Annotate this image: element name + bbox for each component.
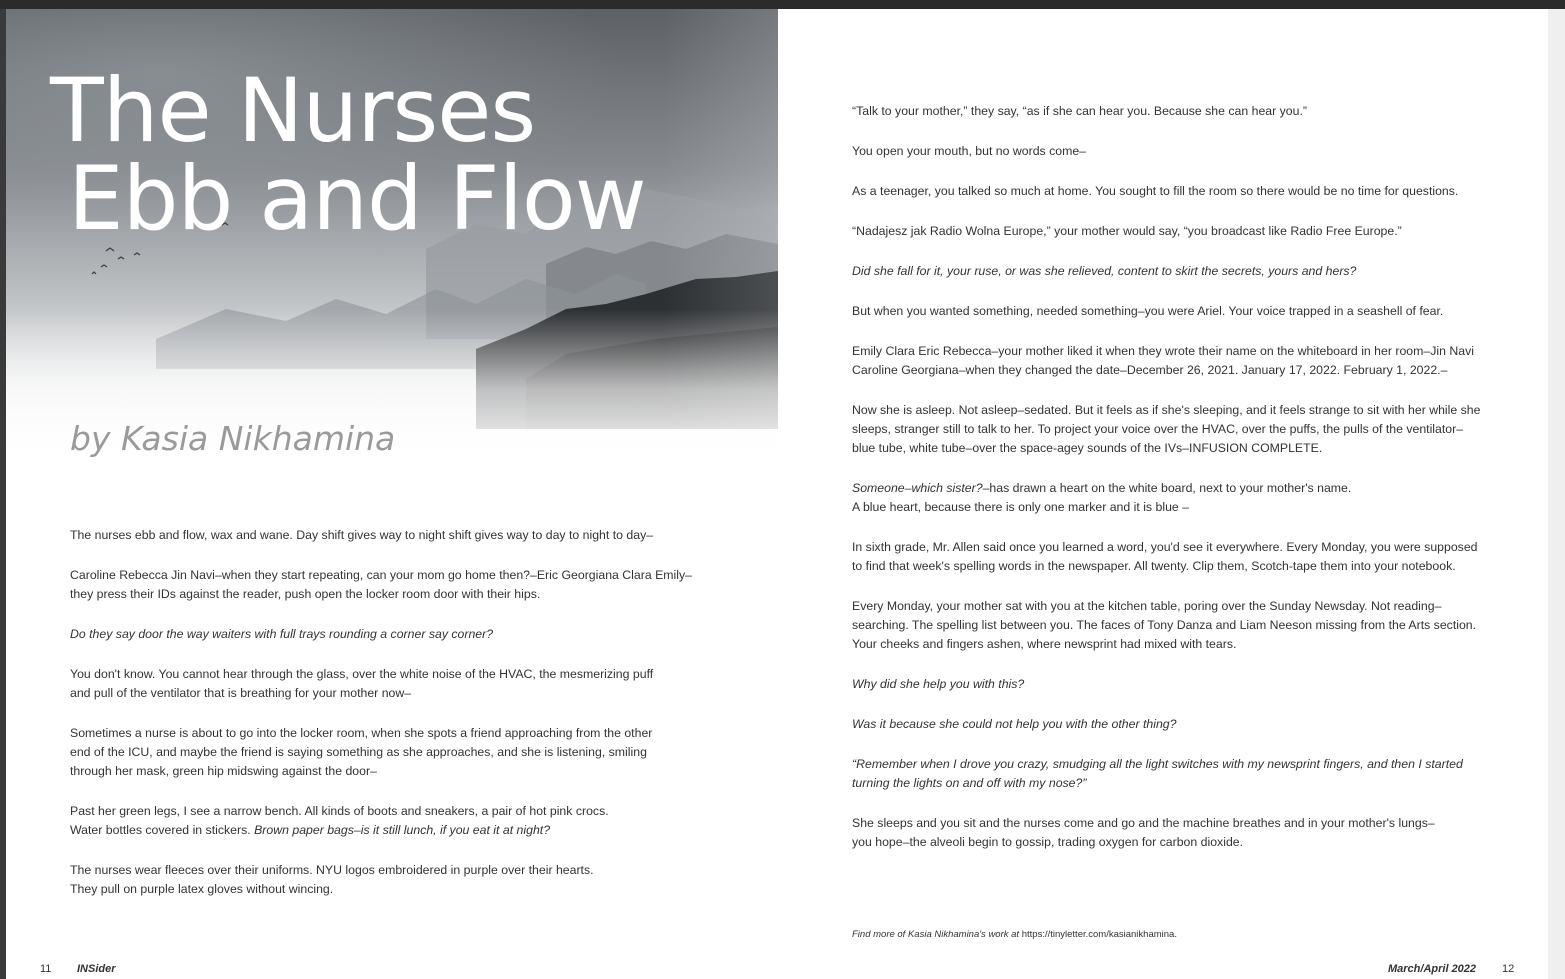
paragraph [852,597,1492,654]
paragraph [70,526,710,545]
text-line: You open your mouth, but no words come– [852,144,1087,158]
viewer-top-bar [0,0,1565,9]
text-line: sleeps, stranger still to talk to her. To project your voice over the HVAC, over the puffs, the pulls of the ventilator– [852,422,1464,436]
text-line: Caroline Rebecca Jin Navi–when they start repeating, can your mom go home then?–Eric Georgiana Clara Emily– [70,568,692,582]
text-line: Why did she help you with this? [852,677,1025,691]
footnote-text: Find more of Kasia Nikhamina's work at [852,929,1020,940]
text-line: Emily Clara Eric Rebecca–your mother liked it when they wrote their name on the whiteboard in her room–Jin Navi [852,344,1474,358]
paragraph [852,222,1492,241]
text-line: But when you wanted something, needed something–you were Ariel. Your voice trapped in a seashell of fear. [852,304,1444,318]
title-line-2: Ebb and Flow [68,147,646,250]
left-column-body [70,526,710,899]
paragraph [70,566,710,604]
italic-phrase: Brown paper bags–is it still lunch, if you eat it at night? [254,823,551,837]
title-line-1: The Nurses [50,59,536,162]
magazine-spread [6,9,1548,979]
text-line: You don't know. You cannot hear through the glass, over the white noise of the HVAC, the mesmerizing puff [70,667,654,681]
paragraph [852,182,1492,201]
text-line: The nurses wear fleeces over their uniforms. NYU logos embroidered in purple over their hearts. [70,863,594,877]
text-line: turning the lights on and off with my nose?” [852,776,1087,790]
issue-date: March/April 2022 [1388,963,1477,975]
magazine-name: INSider [77,963,116,975]
right-column-body [852,102,1492,852]
text-line: Do they say door the way waiters with full trays rounding a corner say corner? [70,627,494,641]
paragraph [852,538,1492,576]
text-line: Your cheeks and fingers ashen, where newsprint had mixed with tears. [852,637,1237,651]
paragraph [852,755,1492,793]
text-line: Now she is asleep. Not asleep–sedated. But it feels as if she's sleeping, and it feels strange to sit with her while she [852,403,1481,417]
text-line: As a teenager, you talked so much at home. You sought to fill the room so there would be no time for questions. [852,184,1459,198]
paragraph [852,262,1492,281]
paragraph [70,861,710,899]
paragraph [852,342,1492,380]
text-line: end of the ICU, and maybe the friend is saying something as she approaches, and she is listening, smiling [70,745,647,759]
text-line: they press their IDs against the reader, push open the locker room door with their hips. [70,587,541,601]
author-footnote [852,929,1177,940]
paragraph [852,675,1492,694]
italic-phrase: Someone–which sister? [852,481,983,495]
left-page-number: 11 [40,963,52,975]
paragraph [852,302,1492,321]
viewer-right-gutter [1548,9,1565,979]
text-line: She sleeps and you sit and the nurses come and go and the machine breathes and in your mother's lungs– [852,816,1435,830]
text-line: In sixth grade, Mr. Allen said once you learned a word, you'd see it everywhere. Every Monday, you were supposed [852,540,1478,554]
text-line: Caroline Georgiana–when they changed the date–December 26, 2021. January 17, 2022. February 1, 2022.– [852,363,1448,377]
text-line: A blue heart, because there is only one marker and it is blue – [852,500,1189,514]
text-line: Sometimes a nurse is about to go into the locker room, when she spots a friend approaching from the other [70,726,653,740]
text-line: “Talk to your mother,” they say, “as if she can hear you. Because she can hear you.” [852,104,1307,118]
text-line: Did she fall for it, your ruse, or was she relieved, content to skirt the secrets, yours and hers? [852,264,1357,278]
paragraph [70,802,710,840]
paragraph [852,814,1492,852]
text-line: and pull of the ventilator that is breathing for your mother now– [70,686,412,700]
text-line: you hope–the alveoli begin to gossip, trading oxygen for carbon dioxide. [852,835,1244,849]
footnote-link[interactable]: https://tinyletter.com/kasianikhamina. [1021,929,1177,940]
byline: by Kasia Nikhamina [70,419,396,458]
paragraph [70,665,710,703]
text-line: Every Monday, your mother sat with you at the kitchen table, poring over the Sunday Newsday. Not reading– [852,599,1442,613]
text-line: “Remember when I drove you crazy, smudging all the light switches with my newsprint fingers, and then I started [852,757,1463,771]
text-line: to find that week's spelling words in the newspaper. All twenty. Clip them, Scotch-tape them into your notebook. [852,559,1456,573]
paragraph [852,102,1492,121]
text-line: blue tube, white tube–over the space-agey sounds of the IVs–INFUSION COMPLETE. [852,441,1323,455]
paragraph [70,724,710,781]
paragraph [852,715,1492,734]
text-line: through her mask, green hip midswing against the door– [70,764,377,778]
paragraph [852,479,1492,517]
paragraph [70,625,710,644]
text-line: searching. The spelling list between you. The faces of Tony Danza and Liam Neeson missing from the Arts section. [852,618,1477,632]
text-run: –has drawn a heart on the white board, next to your mother's name. [982,481,1352,495]
text-line: Was it because she could not help you with the other thing? [852,717,1177,731]
paragraph [852,142,1492,161]
text-line: Water bottles covered in stickers. [70,823,255,837]
paragraph [852,401,1492,458]
text-line: Past her green legs, I see a narrow bench. All kinds of boots and sneakers, a pair of hot pink crocs. [70,804,609,818]
text-line: They pull on purple latex gloves without wincing. [70,882,334,896]
article-title [50,59,646,250]
right-page-number: 12 [1502,963,1515,975]
text-line: “Nadajesz jak Radio Wolna Europe,” your mother would say, “you broadcast like Radio Free Europe.” [852,224,1402,238]
text-line: The nurses ebb and flow, wax and wane. Day shift gives way to night shift gives way to day to night to day– [70,528,654,542]
